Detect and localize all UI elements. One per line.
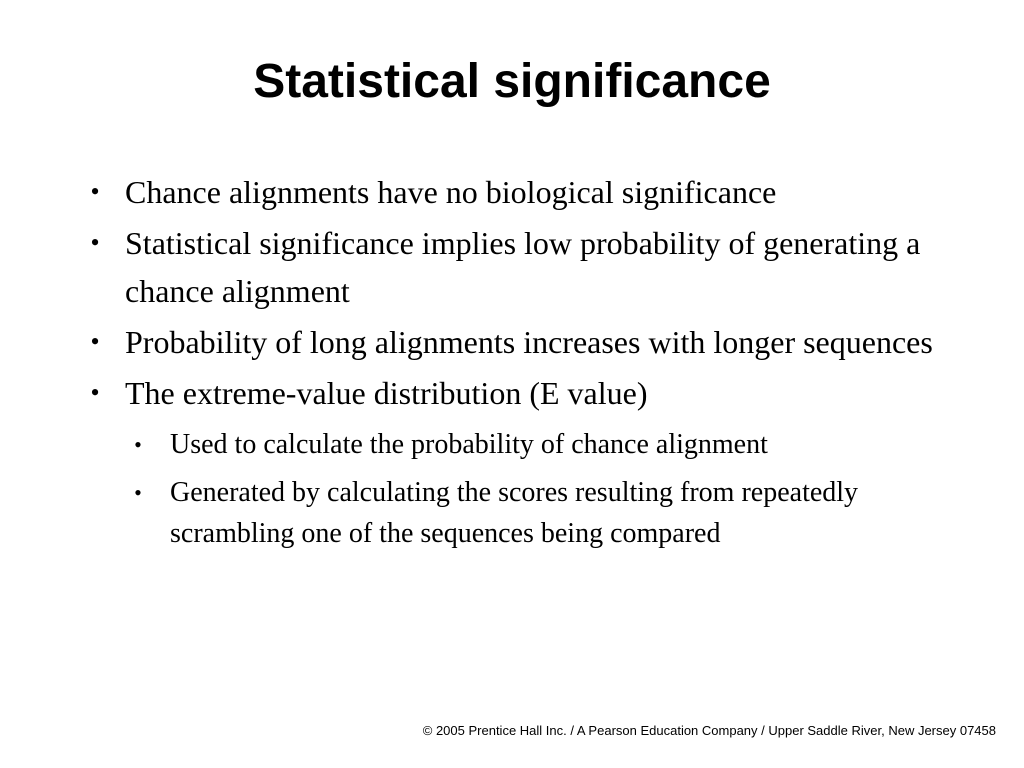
sub-bullet-icon: • [134,480,142,505]
bullet-icon: • [90,378,100,407]
sub-bullet-text: Generated by calculating the scores resulting from repeatedly scrambling one of the sequences being compared [170,477,859,549]
sub-bullet-item [125,424,984,465]
bullet-item [84,369,984,554]
bullet-item [84,318,984,366]
sub-bullet-text: Used to calculate the probability of chance alignment [170,429,768,460]
bullet-item [84,168,984,216]
bullet-icon: • [90,228,100,257]
bullet-text: The extreme-value distribution (E value) [125,375,648,411]
sub-bullet-item [125,472,984,554]
bullet-text: Chance alignments have no biological significance [125,174,777,210]
bullet-list [84,168,984,557]
bullet-icon: • [90,177,100,206]
bullet-icon: • [90,327,100,356]
bullet-text: Statistical significance implies low probability of generating a chance alignment [125,225,921,309]
bullet-text: Probability of long alignments increases with longer sequences [125,324,933,360]
sub-bullet-icon: • [134,432,142,457]
copyright-footer: © 2005 Prentice Hall Inc. / A Pearson Education Company / Upper Saddle River, New Jersey 07458 [422,723,996,738]
sub-bullet-list [125,424,984,554]
slide-title: Statistical significance [253,55,771,108]
bullet-item [84,219,984,315]
